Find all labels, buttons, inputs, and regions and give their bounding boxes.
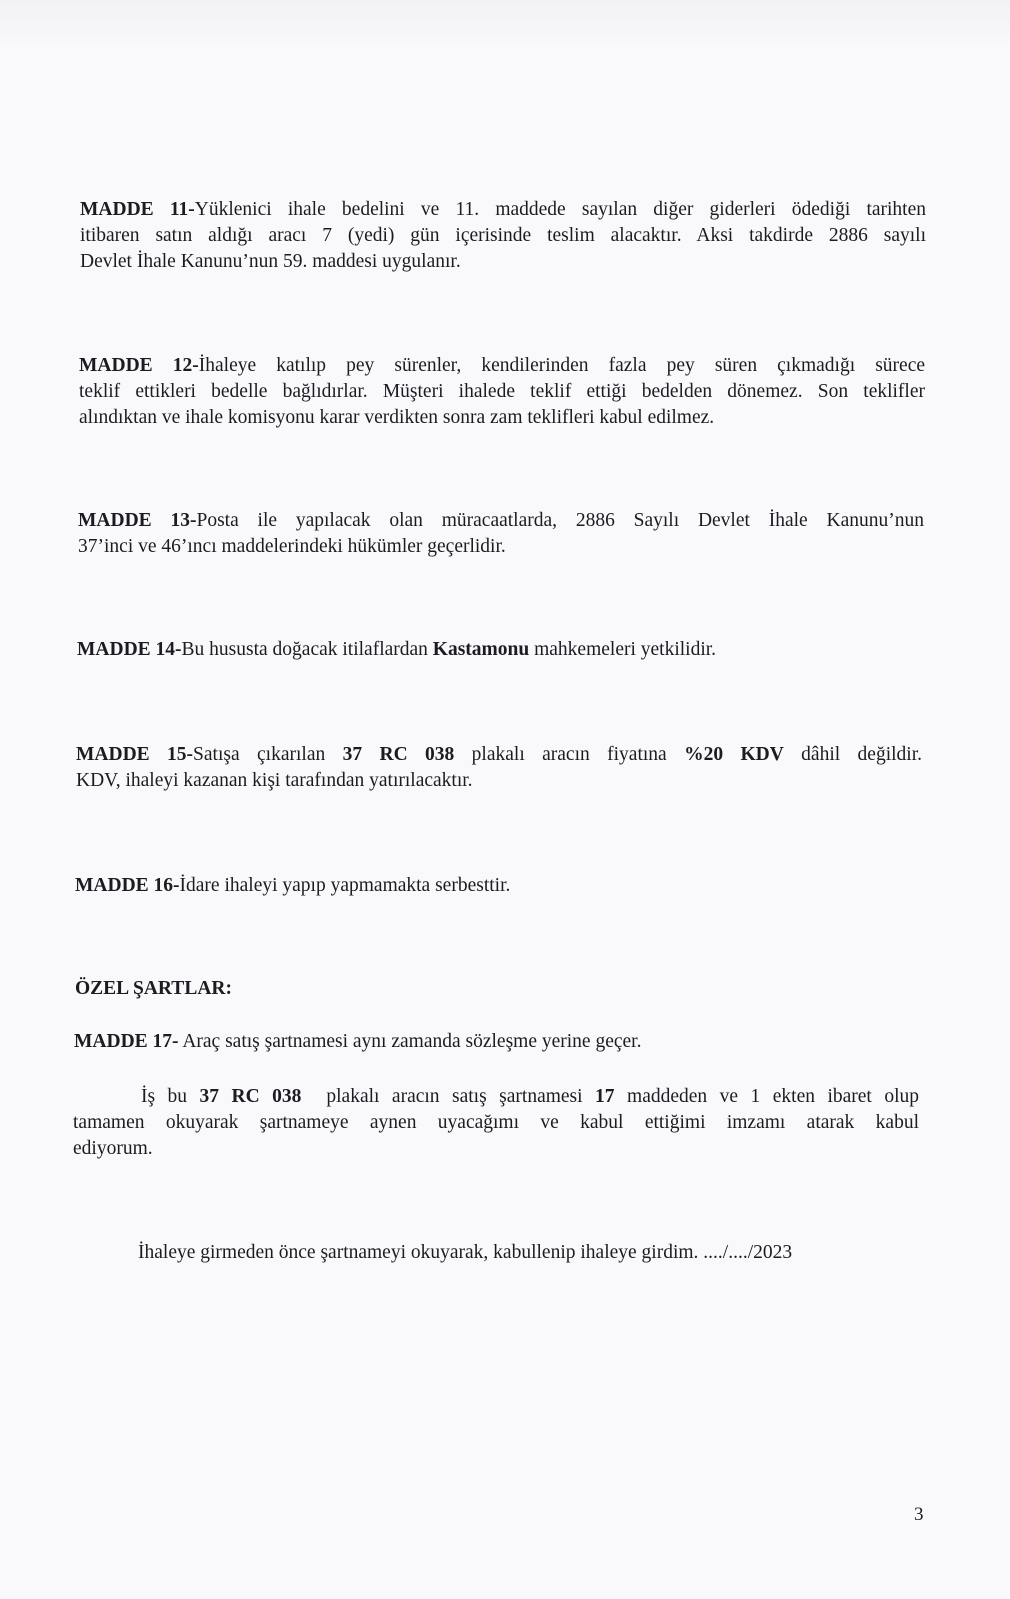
vat-rate: %20 KDV bbox=[684, 744, 784, 765]
article-13-line-2: 37’inci ve 46’ıncı maddelerindeki hükümler geçerlidir. bbox=[78, 536, 506, 557]
special-conditions-heading: ÖZEL ŞARTLAR: bbox=[75, 978, 232, 999]
article-13-label: MADDE 13- bbox=[78, 510, 197, 531]
article-17-line-1: MADDE 17- Araç satış şartnamesi aynı zamanda sözleşme yerine geçer. bbox=[74, 1031, 642, 1052]
vehicle-plate: 37 RC 038 bbox=[342, 744, 455, 765]
article-16-line-1: MADDE 16-İdare ihaleyi yapıp yapmamakta serbesttir. bbox=[75, 875, 511, 896]
article-11-line-3: Devlet İhale Kanunu’nun 59. maddesi uygulanır. bbox=[80, 251, 461, 272]
article-12 bbox=[79, 353, 925, 431]
declaration-line-2: tamamen okuyarak şartnameye aynen uyacağımı ve kabul ettiğimi imzamı atarak kabul bbox=[73, 1112, 919, 1133]
declaration-line-1: İş bu 37 RC 038 plakalı aracın satış şartnamesi 17 maddeden ve 1 ekten ibaret olup bbox=[141, 1086, 919, 1107]
article-14-line-1: MADDE 14-Bu hususta doğacak itilaflardan Kastamonu mahkemeleri yetkilidir. bbox=[77, 639, 717, 660]
article-16-label: MADDE 16- bbox=[75, 875, 180, 896]
article-13 bbox=[78, 508, 924, 560]
declaration-plate: 37 RC 038 bbox=[199, 1086, 302, 1107]
article-15-label: MADDE 15- bbox=[76, 744, 194, 765]
article-15-line-1: MADDE 15-Satışa çıkarılan 37 RC 038 plakalı aracın fiyatına %20 KDV dâhil değildir. bbox=[76, 744, 923, 765]
court-city: Kastamonu bbox=[432, 639, 530, 660]
article-count: 17 bbox=[595, 1086, 615, 1107]
article-16 bbox=[75, 873, 921, 899]
article-15-line-2: KDV, ihaleyi kazanan kişi tarafından yatırılacaktır. bbox=[76, 770, 473, 791]
article-17 bbox=[74, 1029, 920, 1055]
article-15 bbox=[76, 742, 922, 794]
article-12-line-3: alındıktan ve ihale komisyonu karar verdikten sonra zam teklifleri kabul edilmez. bbox=[79, 407, 715, 428]
page-number: 3 bbox=[914, 1504, 924, 1525]
article-12-line-1: MADDE 12-İhaleye katılıp pey sürenler, kendilerinden fazla pey süren çıkmadığı sürece bbox=[79, 355, 926, 376]
declaration bbox=[73, 1084, 919, 1162]
article-12-line-2: teklif ettikleri bedelle bağlıdırlar. Müşteri ihalede teklif ettiği bedelden dönemez. Son teklifler bbox=[79, 381, 925, 402]
article-12-label: MADDE 12- bbox=[79, 355, 199, 376]
article-11-line-1: MADDE 11-Yüklenici ihale bedelini ve 11. maddede sayılan diğer giderleri ödediği tarihten bbox=[80, 199, 926, 220]
article-17-label: MADDE 17- bbox=[74, 1031, 179, 1052]
article-11 bbox=[80, 197, 926, 275]
article-11-label: MADDE 11- bbox=[80, 199, 195, 220]
article-14 bbox=[77, 637, 923, 663]
declaration-line-3: ediyorum. bbox=[73, 1138, 153, 1159]
article-11-line-2: itibaren satın aldığı aracı 7 (yedi) gün içerisinde teslim alacaktır. Aksi takdirde 2886 sayılı bbox=[80, 225, 926, 246]
closing-statement: İhaleye girmeden önce şartnameyi okuyarak, kabullenip ihaleye girdim. ..../..../2023 bbox=[138, 1242, 793, 1263]
article-14-label: MADDE 14- bbox=[77, 639, 182, 660]
scan-shadow bbox=[0, 0, 1010, 46]
article-13-line-1: MADDE 13-Posta ile yapılacak olan müracaatlarda, 2886 Sayılı Devlet İhale Kanunu’nun bbox=[78, 510, 924, 531]
